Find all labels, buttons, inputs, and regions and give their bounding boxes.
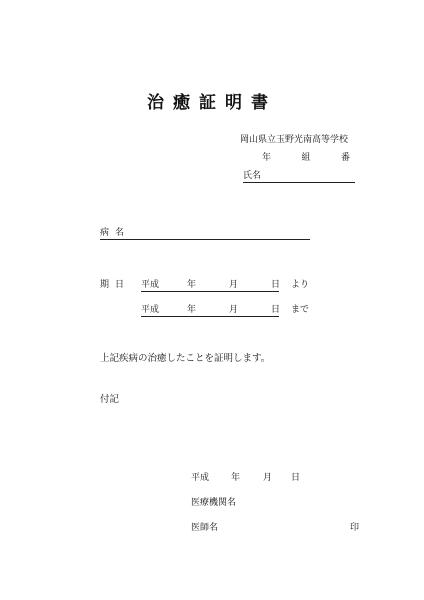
document-title: 治癒証明書	[147, 93, 277, 113]
start-year-label: 年	[187, 280, 197, 290]
start-era: 平成	[141, 280, 160, 290]
period-end-suffix: まで	[291, 305, 310, 315]
end-month-label: 月	[229, 305, 239, 315]
end-day-label: 日	[271, 305, 281, 315]
period-label: 期日	[100, 280, 131, 290]
doctor-name-label: 医師名	[191, 523, 219, 533]
end-era: 平成	[141, 305, 160, 315]
student-name-label: 氏名	[243, 171, 262, 181]
school-name: 岡山県立玉野光南高等学校	[240, 135, 349, 145]
sign-day-label: 日	[291, 473, 301, 483]
sign-era: 平成	[191, 473, 210, 483]
signature-date	[191, 470, 300, 483]
sign-month-label: 月	[263, 473, 273, 483]
start-month-label: 月	[229, 280, 239, 290]
disease-name-field[interactable]	[100, 225, 310, 240]
class-row	[262, 150, 350, 163]
student-name-field[interactable]	[243, 168, 355, 183]
period-start-suffix: より	[291, 280, 310, 290]
certification-statement: 上記疾病の治癒したことを証明します。	[100, 353, 271, 364]
seal-label: 印	[350, 523, 360, 533]
year-label: 年	[262, 153, 272, 163]
period-end-field[interactable]	[141, 302, 279, 317]
remarks-label: 付記	[100, 394, 120, 405]
medical-institution-label: 医療機関名	[191, 498, 237, 508]
period-start-field[interactable]	[141, 277, 279, 292]
disease-name-label: 病名	[100, 228, 131, 238]
number-label: 番	[340, 153, 350, 163]
start-day-label: 日	[271, 280, 281, 290]
end-year-label: 年	[187, 305, 197, 315]
class-label: 組	[301, 153, 311, 163]
sign-year-label: 年	[231, 473, 241, 483]
